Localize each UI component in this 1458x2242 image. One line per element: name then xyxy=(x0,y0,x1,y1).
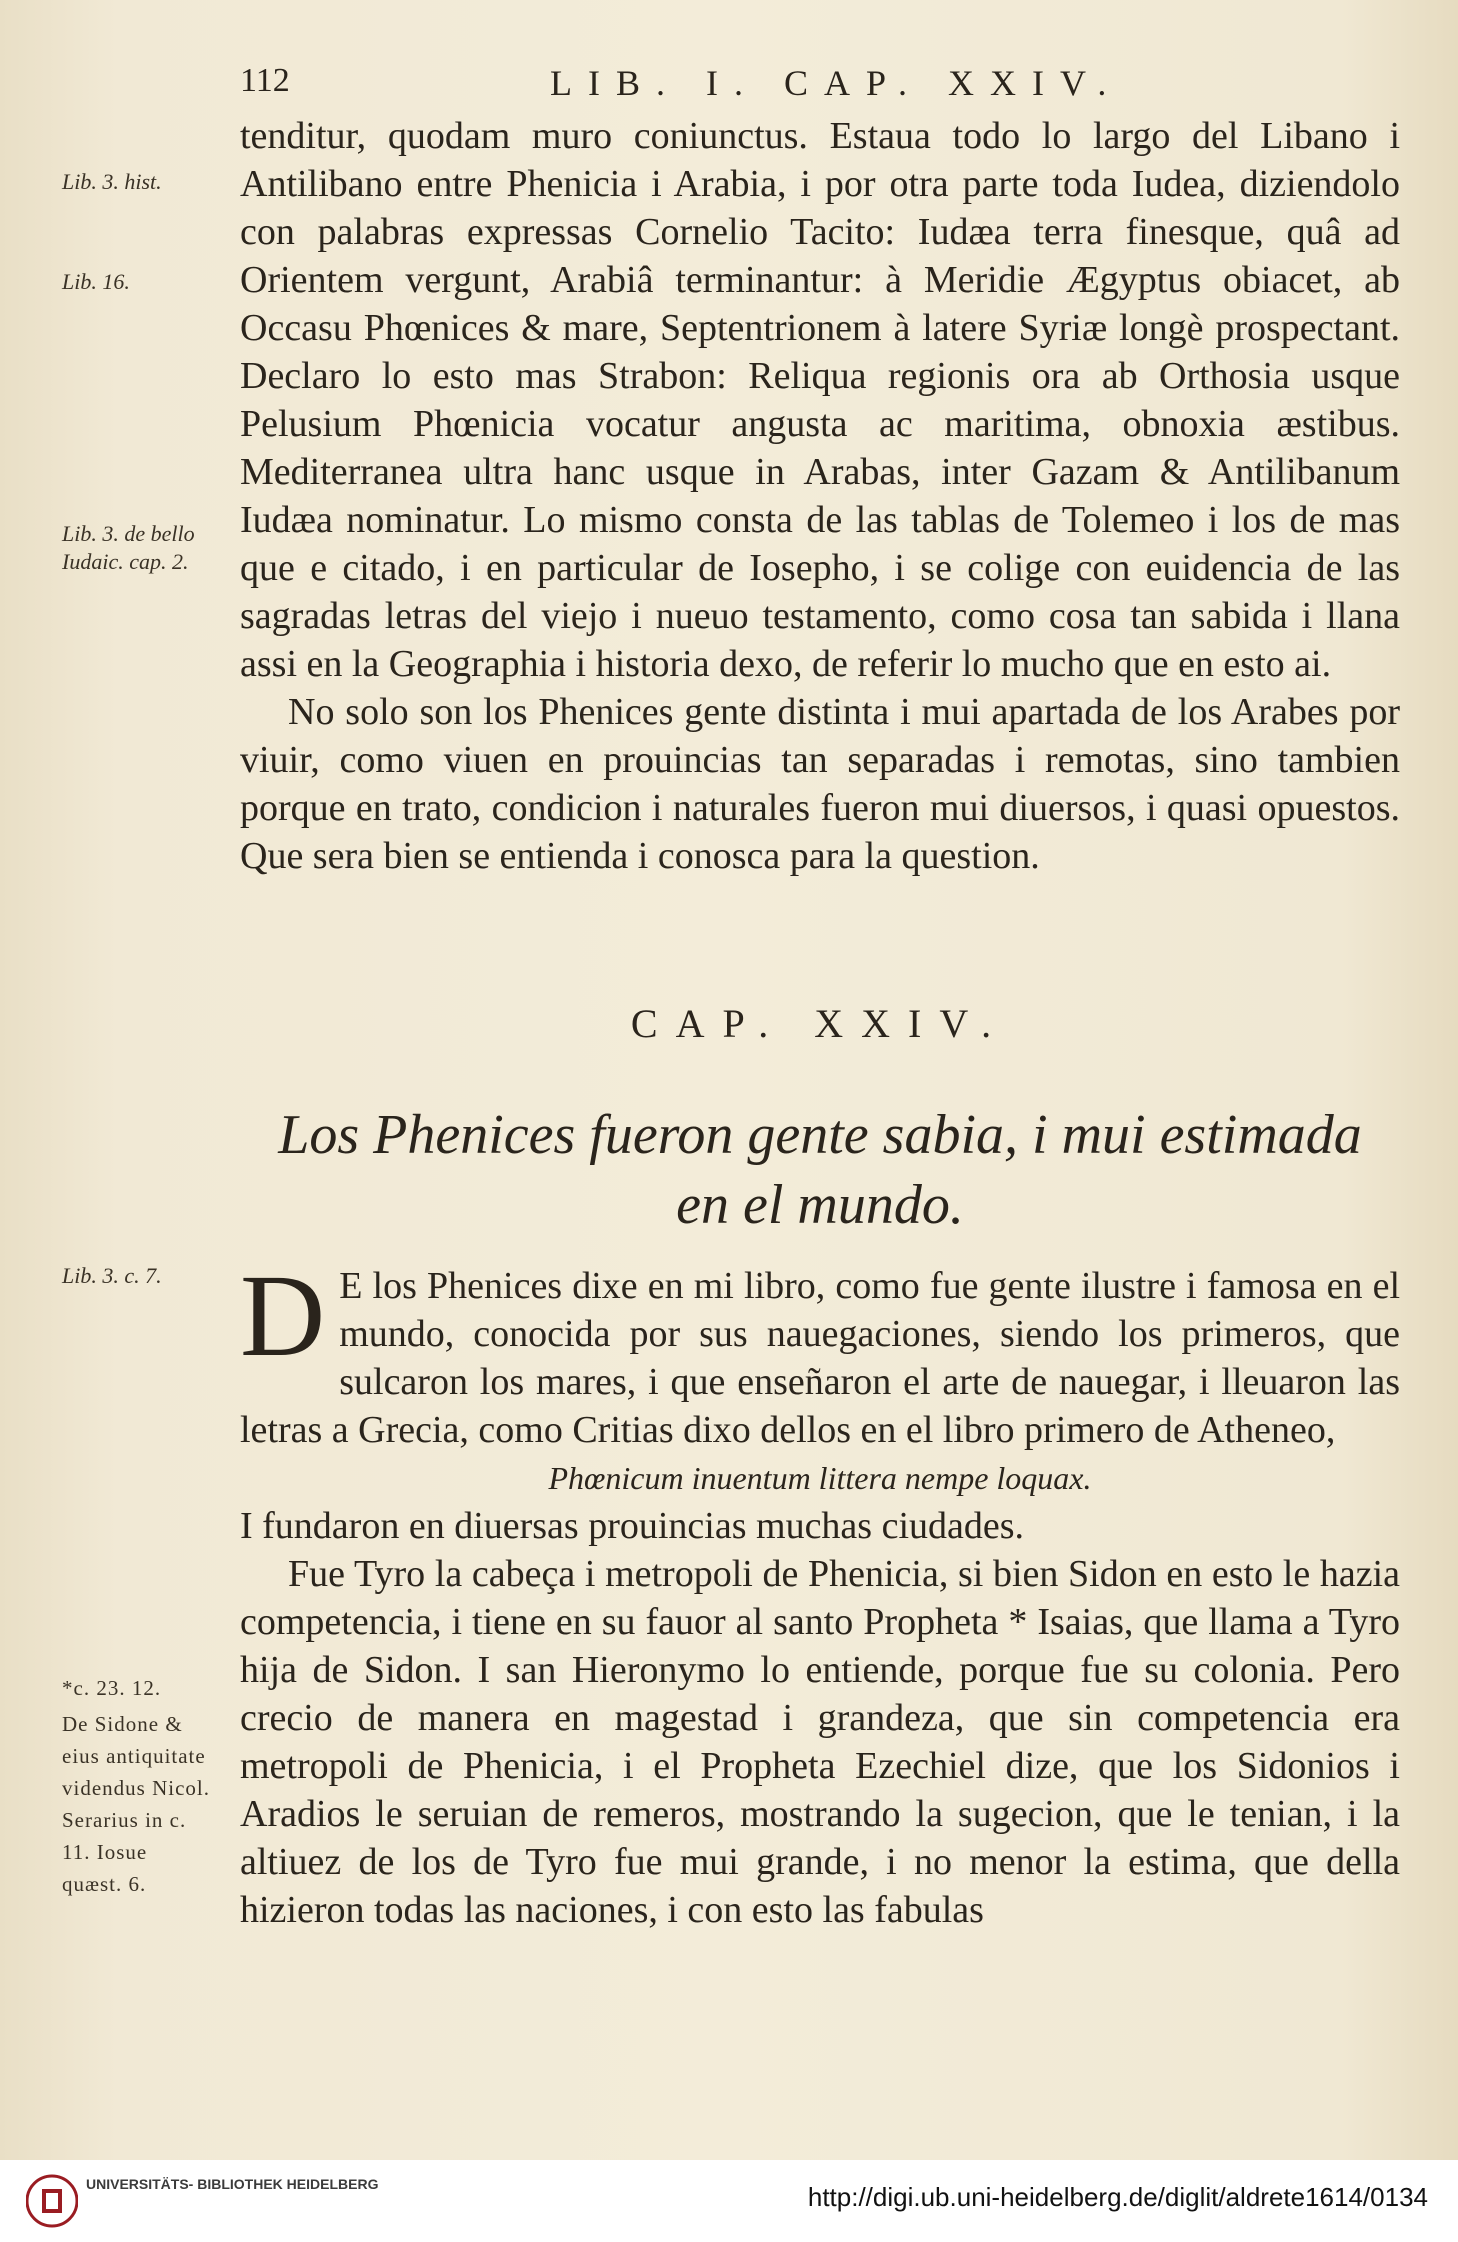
drop-cap: D xyxy=(240,1250,326,1381)
main-text-chapter xyxy=(240,1250,1400,1934)
chapter-title xyxy=(240,1100,1400,1240)
paragraph xyxy=(240,1250,1400,1454)
margin-note: De Sidone & eius antiquitate videndus Nicol. Serarius in c. 11. Iosue quæst. 6. xyxy=(62,1712,210,1896)
source-link[interactable]: http://digi.ub.uni-heidelberg.de/diglit/aldrete1614/0134 xyxy=(807,2182,1428,2212)
chapter-heading: CAP. XXIV. xyxy=(630,1001,1010,1046)
library-name: UNIVERSITÄTS- BIBLIOTHEK HEIDELBERG xyxy=(86,2176,379,2192)
running-head: LIB. I. CAP. XXIV. xyxy=(550,63,1123,103)
margin-note: *c. 23. 12. xyxy=(62,1676,162,1700)
verse-quote: Phœnicum inuentum littera nempe loquax. xyxy=(548,1460,1092,1496)
paragraph: tenditur, quodam muro coniunctus. Estaua todo lo largo del Libano i Antilibano entre Phenicia i Arabia, i por otra parte toda Iudea, diziendolo con palabras expressas Cornelio Tacito: Iudæa terra finesque, quâ ad Orientem vergunt, Arabiâ terminantur: à Meridie Ægyptus obiacet, ab Occasu Phœnices & mare, Septentrionem à latere Syriæ longè prospectant. Declaro lo esto mas Strabon: Reliqua regionis ora ab Orthosia usque Pelusium Phœnicia vocatur angusta ac maritima, obnoxia æstibus. Mediterranea ultra hanc usque in Arabas, inter Gazam & Antilibanum Iudæa nominatur. Lo mismo consta de las tablas de Tolemeo i los de mas que e citado, i en particular de Iosepho, i se colige con euidencia de las sagradas letras del viejo i nueuo testamento, como cosa tan sabida i llana assi en la Geographia i historia dexo, de referir lo mucho que en esto ai. xyxy=(240,115,1400,685)
paragraph: I fundaron en diuersas prouincias muchas ciudades. xyxy=(240,1505,1025,1547)
margin-note: Lib. 3. de bello Iudaic. cap. 2. xyxy=(62,521,195,574)
page-number: 112 xyxy=(240,62,290,99)
main-text-upper xyxy=(240,112,1400,880)
paragraph: No solo son los Phenices gente distinta i mui apartada de los Arabes por viuir, como viuen en prouincias tan separadas i remotas, sino tambien porque en trato, condicion i naturales fueron mui diuersos, i quasi opuestos. Que sera bien se entienda i conosca para la question. xyxy=(240,691,1400,877)
page-header xyxy=(240,62,1410,112)
university-seal-icon xyxy=(26,2172,78,2230)
paragraph-text: E los Phenices dixe en mi libro, como fue gente ilustre i famosa en el mundo, conocida por sus nauegaciones, siendo los primeros, que sulcaron los mares, i que enseñaron el arte de nauegar, i lleuaron las letras a Grecia, como Critias dixo dellos en el libro primero de Atheneo, xyxy=(240,1265,1400,1451)
paragraph: Fue Tyro la cabeça i metropoli de Phenicia, si bien Sidon en esto le hazia competencia, i tiene en su fauor al santo Propheta * Isaias, que llama a Tyro hija de Sidon. I san Hieronymo lo entiende, porque fue su colonia. Pero crecio de manera en magestad i grandeza, que sin competencia era metropoli de Phenicia, i el Propheta Ezechiel dize, que los Sidonios i Aradios le seruian de remeros, mostrando la sugecion, que le tenian, i la altiuez de los de Tyro fue mui grande, i no menor la estima, que della hizieron todas las naciones, i con esto las fabulas xyxy=(240,1553,1400,1931)
chapter-title-line: Los Phenices fueron gente sabia, i mui estimada xyxy=(278,1104,1362,1166)
chapter-title-line: en el mundo. xyxy=(676,1174,964,1236)
margin-note: Lib. 3. c. 7. xyxy=(62,1263,162,1288)
margin-note: Lib. 16. xyxy=(62,269,130,294)
footer-bar xyxy=(0,2160,1458,2242)
margin-note: Lib. 3. hist. xyxy=(62,169,162,194)
